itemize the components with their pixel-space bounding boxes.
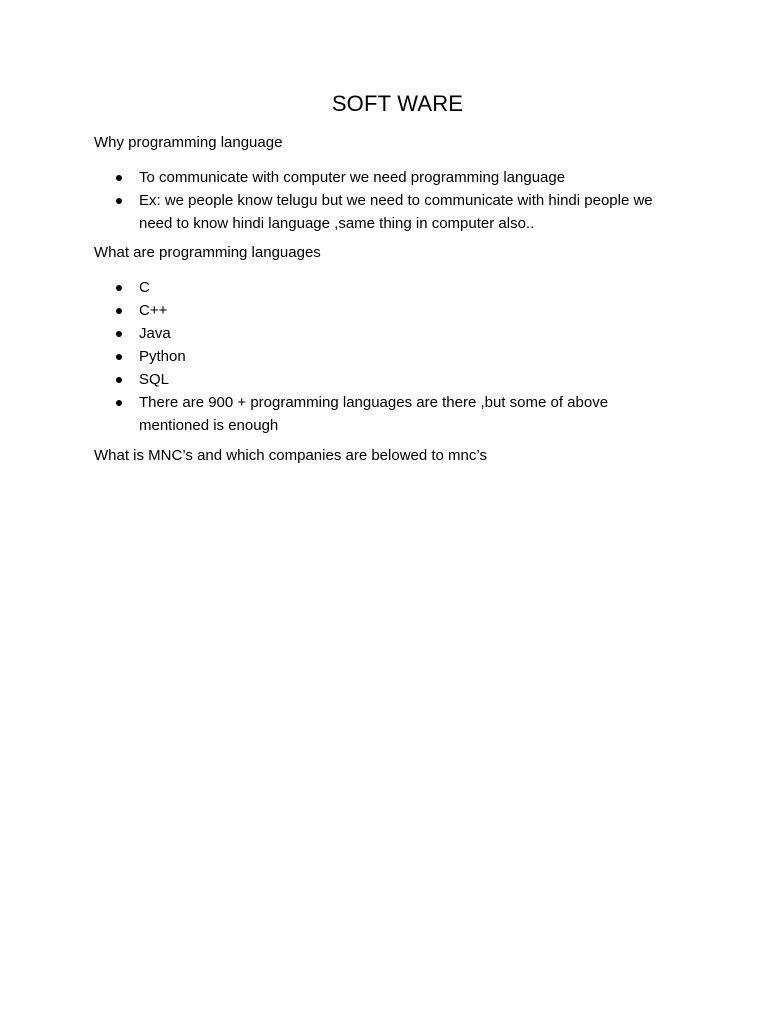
list-item: C bbox=[0, 276, 679, 299]
bullet-icon bbox=[116, 198, 122, 204]
list-item: C++ bbox=[0, 299, 679, 322]
bullet-icon bbox=[116, 400, 122, 406]
list-item: There are 900 + programming languages are there ,but some of above mentioned is enough bbox=[0, 391, 679, 437]
bullet-icon bbox=[116, 377, 122, 383]
document-title: SOFT WARE bbox=[331, 91, 464, 116]
section-heading-what-languages: What are programming languages bbox=[94, 244, 321, 261]
list-item: Java bbox=[0, 322, 679, 345]
list-item: SQL bbox=[0, 368, 679, 391]
section-heading-why: Why programming language bbox=[94, 134, 283, 151]
bullet-icon bbox=[116, 308, 122, 314]
list-item: Ex: we people know telugu but we need to communicate with hindi people we need to know hindi language ,same thing in computer also.. bbox=[0, 189, 679, 235]
bullet-icon bbox=[116, 331, 122, 337]
bullet-list-languages bbox=[0, 276, 679, 437]
bullet-icon bbox=[116, 175, 122, 181]
bullet-list-why bbox=[0, 166, 679, 235]
bullet-icon bbox=[116, 285, 122, 291]
list-item: Python bbox=[0, 345, 679, 368]
list-item: To communicate with computer we need programming language bbox=[0, 166, 679, 189]
section-heading-mnc: What is MNC’s and which companies are belowed to mnc’s bbox=[94, 447, 487, 464]
bullet-icon bbox=[116, 354, 122, 360]
